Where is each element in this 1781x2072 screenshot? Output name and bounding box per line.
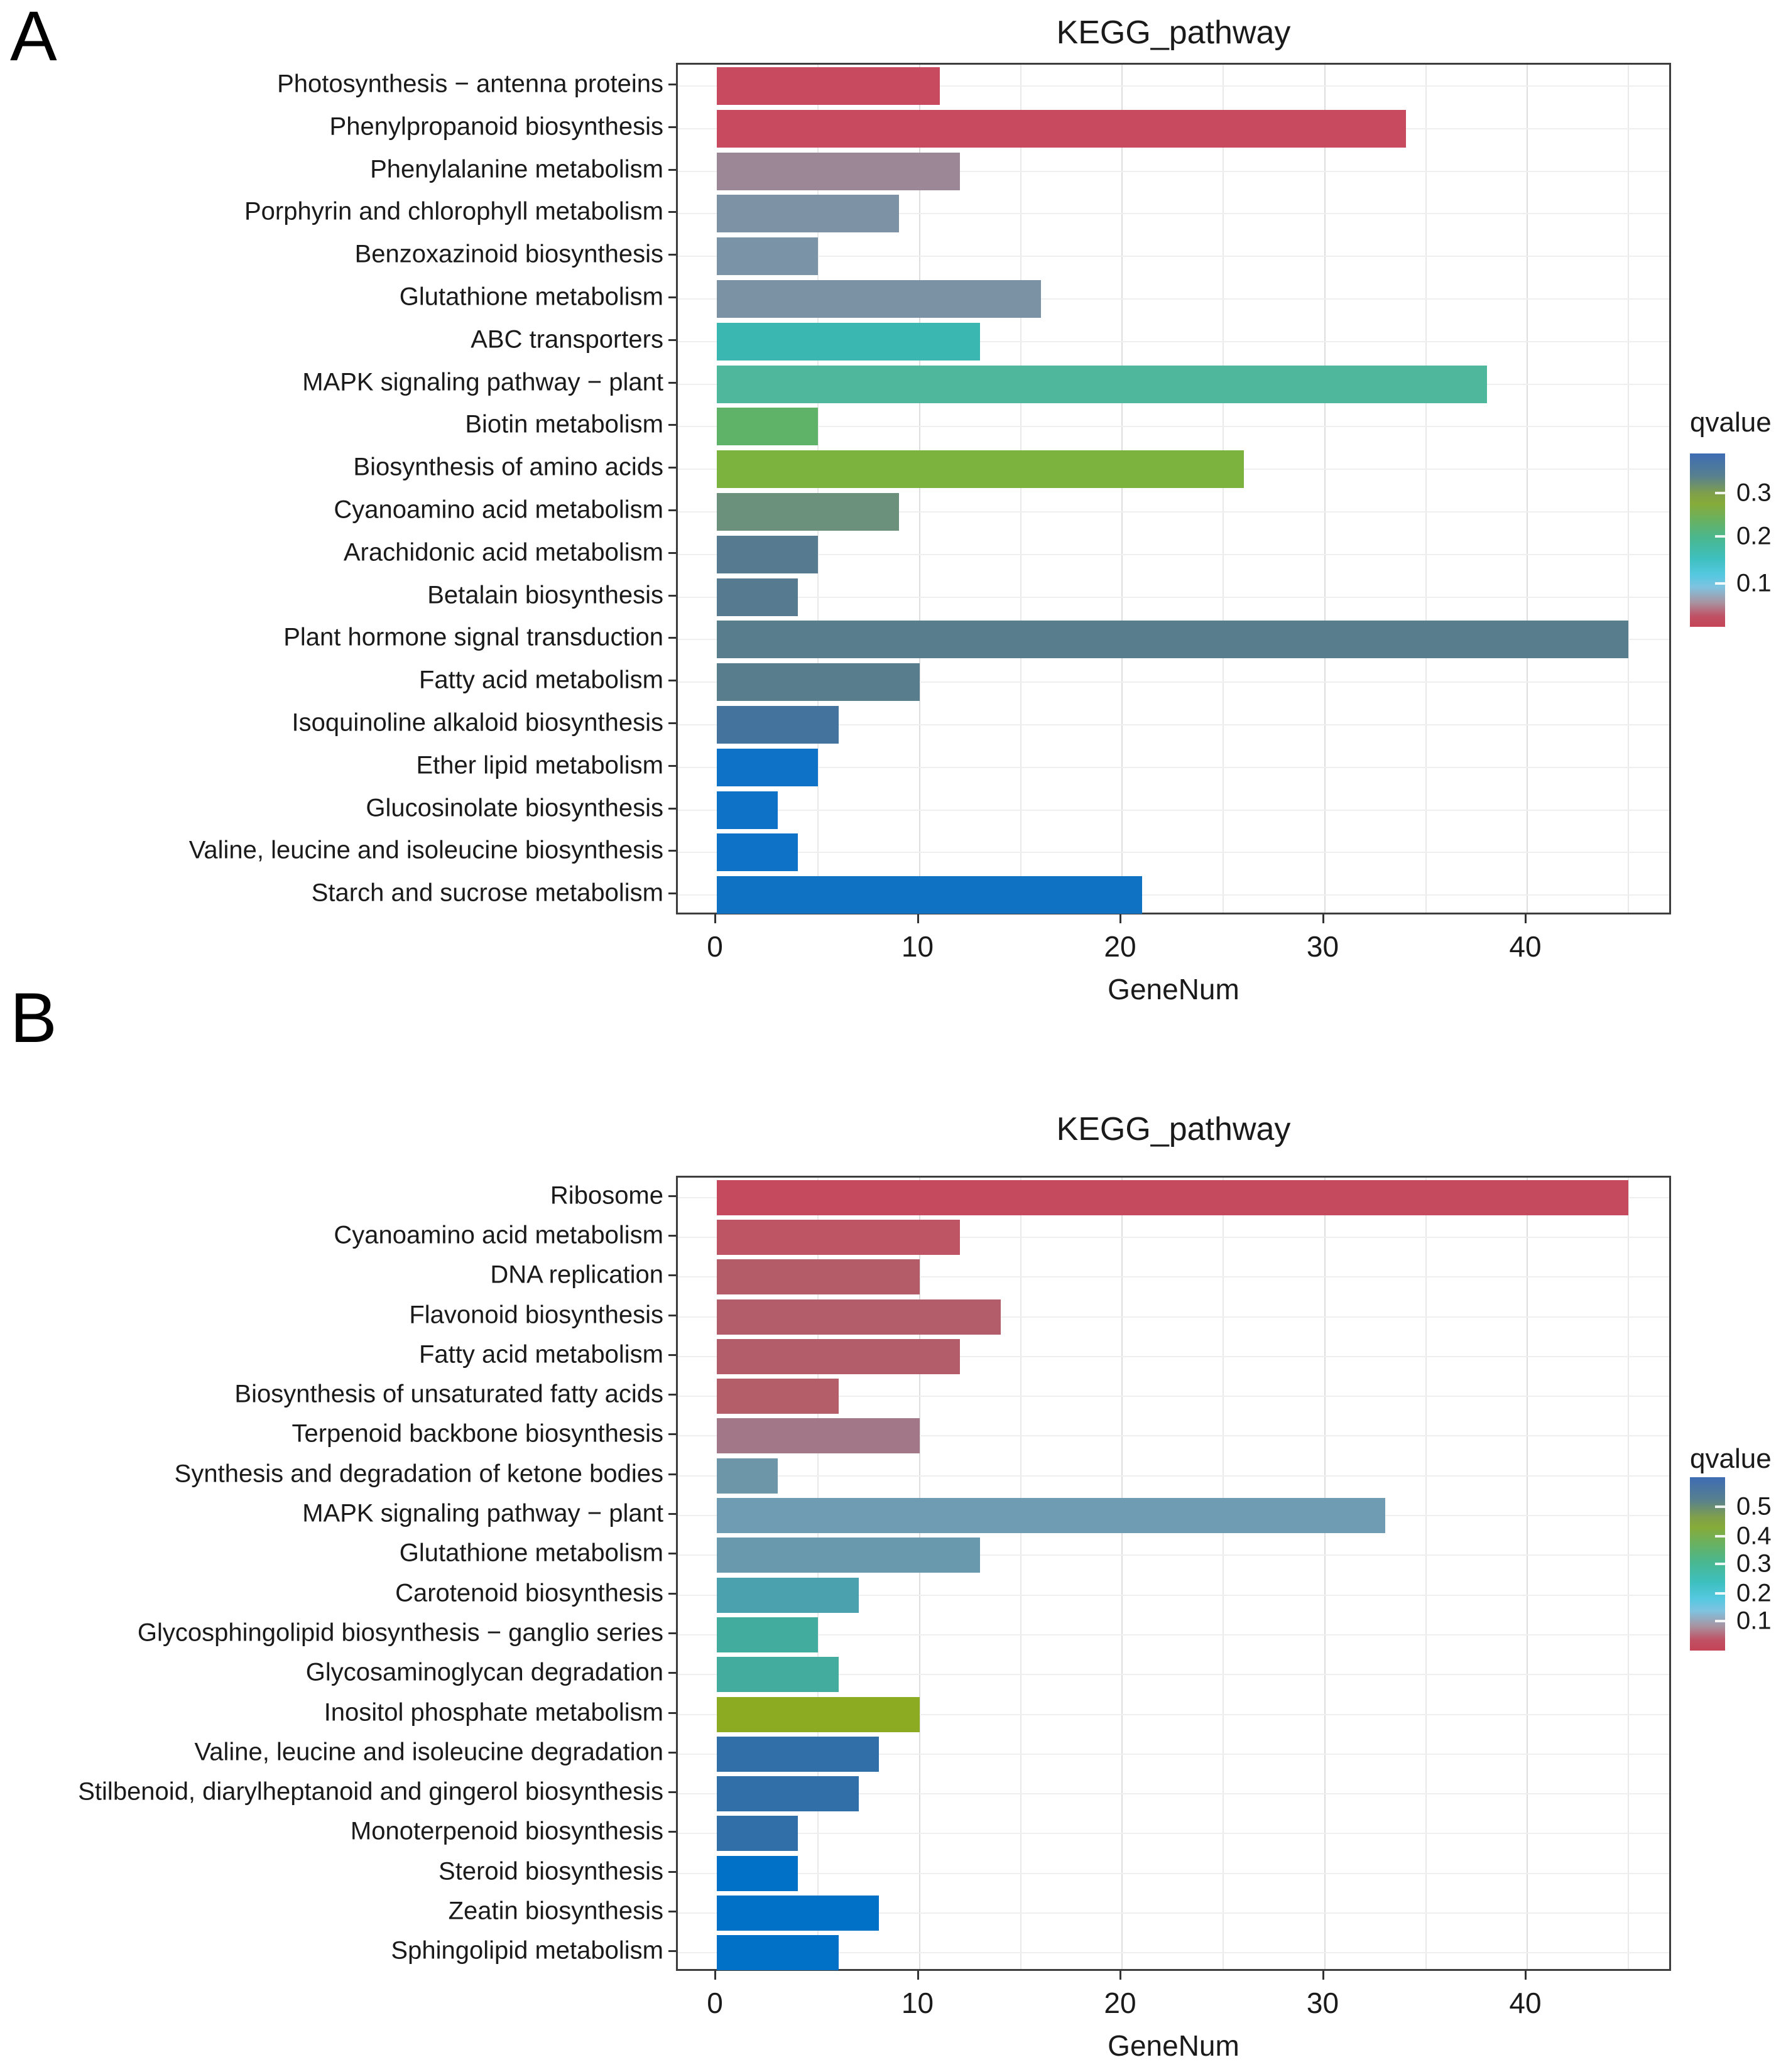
- category-label: Glutathione metabolism: [399, 1539, 663, 1567]
- x-tick-mark: [917, 914, 919, 923]
- category-tick-mark: [668, 850, 676, 852]
- x-tick-mark: [1525, 1971, 1527, 1980]
- category-tick-mark: [668, 1593, 676, 1595]
- category-label: Glutathione metabolism: [399, 283, 663, 311]
- category-labels-B: [0, 1176, 663, 1971]
- category-tick-mark: [668, 1752, 676, 1754]
- category-tick-mark: [668, 1274, 676, 1276]
- gridline-vertical: [1628, 65, 1629, 913]
- legend-tick-label: 0.1: [1736, 1607, 1772, 1635]
- bar-mapk-signaling-pathway-plant: [717, 1498, 1385, 1533]
- category-label: Isoquinoline alkaloid biosynthesis: [291, 708, 663, 737]
- x-tick-mark: [714, 914, 716, 923]
- bar-biosynthesis-of-amino-acids: [717, 450, 1244, 488]
- legend-tick-label: 0.5: [1736, 1492, 1772, 1521]
- plot-area-B: [676, 1176, 1671, 1971]
- bar-mapk-signaling-pathway-plant: [717, 366, 1487, 403]
- panel-b-title: KEGG_pathway: [1056, 1111, 1291, 1147]
- gridline-vertical: [1324, 65, 1326, 913]
- category-tick-mark: [668, 680, 676, 681]
- category-tick-mark: [668, 1433, 676, 1435]
- bar-ether-lipid-metabolism: [717, 749, 818, 786]
- bar-inositol-phosphate-metabolism: [717, 1697, 920, 1732]
- gridline-horizontal: [678, 1634, 1669, 1635]
- category-label: Biosynthesis of unsaturated fatty acids: [234, 1380, 663, 1408]
- category-label: Benzoxazinoid biosynthesis: [354, 240, 663, 268]
- category-tick-mark: [668, 808, 676, 810]
- gridline-vertical: [919, 65, 920, 913]
- category-label: Betalain biosynthesis: [427, 581, 663, 609]
- legend-gradient-bar: [1690, 1477, 1725, 1651]
- category-tick-mark: [668, 254, 676, 256]
- category-label: Zeatin biosynthesis: [448, 1897, 663, 1925]
- bar-biotin-metabolism: [717, 408, 818, 445]
- bar-zeatin-biosynthesis: [717, 1896, 879, 1931]
- gridline-horizontal: [678, 852, 1669, 853]
- bar-glutathione-metabolism: [717, 1538, 980, 1573]
- bar-fatty-acid-metabolism: [717, 663, 920, 701]
- bar-cyanoamino-acid-metabolism: [717, 1220, 960, 1255]
- gridline-vertical: [1527, 65, 1528, 913]
- legend-tick-label: 0.2: [1736, 1579, 1772, 1607]
- category-label: Glucosinolate biosynthesis: [366, 794, 663, 822]
- gridline-vertical: [1020, 65, 1021, 913]
- x-tick-label: 10: [901, 1987, 934, 2019]
- legend-tick-label: 0.2: [1736, 522, 1772, 550]
- x-tick-label: 40: [1509, 930, 1542, 963]
- x-tick-label: 20: [1104, 930, 1136, 963]
- category-label: Cyanoamino acid metabolism: [334, 1221, 663, 1249]
- category-label: Porphyrin and chlorophyll metabolism: [244, 197, 663, 225]
- x-tick-label: 0: [707, 930, 723, 963]
- bar-starch-and-sucrose-metabolism: [717, 876, 1142, 914]
- bar-arachidonic-acid-metabolism: [717, 536, 818, 573]
- category-label: Stilbenoid, diarylheptanoid and gingerol biosynthesis: [78, 1777, 663, 1806]
- category-label: Phenylpropanoid biosynthesis: [329, 112, 663, 141]
- legend-tick-mark: [1715, 492, 1725, 494]
- legend-title: qvalue: [1690, 407, 1772, 438]
- category-tick-mark: [668, 765, 676, 767]
- gridline-vertical: [1121, 65, 1123, 913]
- gridline-horizontal: [678, 1475, 1669, 1477]
- bar-photosynthesis-antenna-proteins: [717, 67, 940, 105]
- gridline-vertical: [1223, 1178, 1224, 1969]
- category-label: Glycosphingolipid biosynthesis − ganglio series: [137, 1619, 663, 1647]
- x-axis-title: GeneNum: [1108, 2029, 1239, 2062]
- bar-isoquinoline-alkaloid-biosynthesis: [717, 706, 839, 744]
- bar-plant-hormone-signal-transduction: [717, 621, 1628, 658]
- gridline-horizontal: [678, 1833, 1669, 1834]
- plot-area-A: [676, 63, 1671, 914]
- category-tick-mark: [668, 382, 676, 384]
- category-tick-mark: [668, 1315, 676, 1316]
- legend-tick-mark: [1715, 1592, 1725, 1595]
- bar-phenylpropanoid-biosynthesis: [717, 110, 1406, 148]
- x-tick-label: 20: [1104, 1987, 1136, 2019]
- legend-tick-mark: [1715, 582, 1725, 585]
- x-tick-label: 30: [1306, 930, 1339, 963]
- bar-benzoxazinoid-biosynthesis: [717, 237, 818, 275]
- bar-glycosphingolipid-biosynthesis-ganglio-series: [717, 1617, 818, 1652]
- gridline-horizontal: [678, 597, 1669, 598]
- bar-dna-replication: [717, 1259, 920, 1294]
- legend-tick-label: 0.3: [1736, 1549, 1772, 1578]
- category-tick-mark: [668, 1394, 676, 1396]
- legend-tick-mark: [1715, 1620, 1725, 1622]
- category-label: DNA replication: [490, 1261, 663, 1289]
- legend-title: qvalue: [1690, 1443, 1772, 1474]
- bar-fatty-acid-metabolism: [717, 1339, 960, 1374]
- gridline-vertical: [817, 1178, 819, 1969]
- category-label: Carotenoid biosynthesis: [395, 1579, 663, 1607]
- category-label: Ether lipid metabolism: [416, 751, 663, 779]
- x-tick-label: 30: [1306, 1987, 1339, 2019]
- gridline-vertical: [1425, 65, 1427, 913]
- category-label: Biosynthesis of amino acids: [353, 453, 663, 481]
- bar-biosynthesis-of-unsaturated-fatty-acids: [717, 1379, 839, 1414]
- bar-stilbenoid-diarylheptanoid-and-gingerol-biosynthesis: [717, 1776, 859, 1811]
- category-tick-mark: [668, 84, 676, 85]
- category-label: Valine, leucine and isoleucine degradation: [194, 1738, 663, 1766]
- bar-flavonoid-biosynthesis: [717, 1299, 1001, 1335]
- category-tick-mark: [668, 722, 676, 724]
- category-tick-mark: [668, 424, 676, 426]
- x-tick-mark: [1119, 914, 1121, 923]
- category-tick-mark: [668, 1473, 676, 1475]
- x-tick-label: 10: [901, 930, 934, 963]
- category-tick-mark: [668, 1911, 676, 1912]
- gridline-vertical: [1223, 65, 1224, 913]
- legend-tick-mark: [1715, 1505, 1725, 1508]
- gridline-horizontal: [678, 1873, 1669, 1874]
- category-tick-mark: [668, 892, 676, 894]
- category-tick-mark: [668, 552, 676, 554]
- x-tick-mark: [1525, 914, 1527, 923]
- x-tick-mark: [1119, 1971, 1121, 1980]
- category-tick-mark: [668, 637, 676, 639]
- category-label: Inositol phosphate metabolism: [324, 1698, 663, 1727]
- bar-phenylalanine-metabolism: [717, 153, 960, 190]
- category-label: Fatty acid metabolism: [418, 1340, 663, 1369]
- bar-ribosome: [717, 1180, 1628, 1215]
- gridline-vertical: [1324, 1178, 1326, 1969]
- category-label: Terpenoid backbone biosynthesis: [291, 1419, 663, 1448]
- category-tick-mark: [668, 339, 676, 341]
- gridline-vertical: [1020, 1178, 1021, 1969]
- gridline-vertical: [1628, 1178, 1629, 1969]
- bar-carotenoid-biosynthesis: [717, 1578, 859, 1613]
- category-labels-A: [0, 63, 663, 914]
- x-tick-mark: [1322, 914, 1324, 923]
- category-label: Valine, leucine and isoleucine biosynthesis: [188, 836, 663, 864]
- bar-steroid-biosynthesis: [717, 1856, 798, 1891]
- gridline-horizontal: [678, 810, 1669, 811]
- x-tick-mark: [917, 1971, 919, 1980]
- category-tick-mark: [668, 1632, 676, 1634]
- category-tick-mark: [668, 595, 676, 597]
- category-tick-mark: [668, 1712, 676, 1714]
- category-tick-mark: [668, 1871, 676, 1873]
- gridline-horizontal: [678, 554, 1669, 555]
- x-axis-title: GeneNum: [1108, 973, 1239, 1006]
- category-tick-mark: [668, 1831, 676, 1833]
- bar-monoterpenoid-biosynthesis: [717, 1816, 798, 1851]
- category-tick-mark: [668, 296, 676, 298]
- x-tick-label: 40: [1509, 1987, 1542, 2019]
- category-tick-mark: [668, 1672, 676, 1674]
- bar-abc-transporters: [717, 323, 980, 361]
- category-tick-mark: [668, 1950, 676, 1952]
- category-label: MAPK signaling pathway − plant: [302, 368, 663, 396]
- bar-glutathione-metabolism: [717, 280, 1041, 318]
- category-label: Flavonoid biosynthesis: [409, 1301, 663, 1329]
- category-label: MAPK signaling pathway − plant: [302, 1499, 663, 1527]
- category-label: Phenylalanine metabolism: [370, 155, 663, 183]
- category-tick-mark: [668, 1553, 676, 1554]
- x-tick-label: 0: [707, 1987, 723, 2019]
- gridline-vertical: [1425, 1178, 1427, 1969]
- category-tick-mark: [668, 467, 676, 469]
- category-label: Biotin metabolism: [465, 410, 663, 438]
- category-label: Glycosaminoglycan degradation: [305, 1658, 663, 1686]
- category-label: Steroid biosynthesis: [438, 1857, 663, 1885]
- category-tick-mark: [668, 1195, 676, 1197]
- legend-tick-label: 0.4: [1736, 1522, 1772, 1550]
- panel-a-title: KEGG_pathway: [1056, 14, 1291, 51]
- category-label: Arachidonic acid metabolism: [343, 538, 663, 567]
- x-tick-mark: [1322, 1971, 1324, 1980]
- category-tick-mark: [668, 169, 676, 171]
- bar-porphyrin-and-chlorophyll-metabolism: [717, 195, 899, 232]
- category-label: Sphingolipid metabolism: [391, 1936, 663, 1965]
- category-label: Plant hormone signal transduction: [283, 623, 663, 651]
- category-label: Monoterpenoid biosynthesis: [350, 1817, 663, 1845]
- category-label: Cyanoamino acid metabolism: [334, 496, 663, 524]
- bar-betalain-biosynthesis: [717, 578, 798, 616]
- legend-tick-mark: [1715, 1563, 1725, 1565]
- panel-b-letter: B: [10, 979, 57, 1057]
- bar-glycosaminoglycan-degradation: [717, 1657, 839, 1692]
- bar-cyanoamino-acid-metabolism: [717, 493, 899, 531]
- gridline-horizontal: [678, 426, 1669, 427]
- bar-terpenoid-backbone-biosynthesis: [717, 1418, 920, 1453]
- category-label: Starch and sucrose metabolism: [311, 879, 663, 907]
- gridline-horizontal: [678, 767, 1669, 768]
- category-tick-mark: [668, 1513, 676, 1515]
- bar-valine-leucine-and-isoleucine-biosynthesis: [717, 833, 798, 871]
- legend-tick-label: 0.1: [1736, 569, 1772, 597]
- category-tick-mark: [668, 126, 676, 128]
- gridline-vertical: [919, 1178, 920, 1969]
- category-tick-mark: [668, 1235, 676, 1237]
- category-tick-mark: [668, 211, 676, 213]
- legend-gradient-bar: [1690, 453, 1725, 627]
- gridline-vertical: [1121, 1178, 1123, 1969]
- category-tick-mark: [668, 1791, 676, 1793]
- bar-valine-leucine-and-isoleucine-degradation: [717, 1737, 879, 1772]
- category-label: Fatty acid metabolism: [418, 666, 663, 694]
- bar-glucosinolate-biosynthesis: [717, 791, 778, 829]
- panel-a-letter: A: [10, 0, 57, 75]
- category-label: Synthesis and degradation of ketone bodies: [174, 1460, 663, 1488]
- x-tick-mark: [714, 1971, 716, 1980]
- gridline-horizontal: [678, 256, 1669, 257]
- bar-synthesis-and-degradation-of-ketone-bodies: [717, 1458, 778, 1494]
- category-label: ABC transporters: [471, 325, 663, 354]
- category-tick-mark: [668, 1354, 676, 1356]
- legend-tick-mark: [1715, 535, 1725, 538]
- category-label: Photosynthesis − antenna proteins: [277, 70, 663, 98]
- legend-tick-mark: [1715, 1535, 1725, 1538]
- category-label: Ribosome: [550, 1181, 663, 1210]
- gridline-vertical: [1527, 1178, 1528, 1969]
- category-tick-mark: [668, 509, 676, 511]
- bar-sphingolipid-metabolism: [717, 1935, 839, 1970]
- legend-tick-label: 0.3: [1736, 479, 1772, 507]
